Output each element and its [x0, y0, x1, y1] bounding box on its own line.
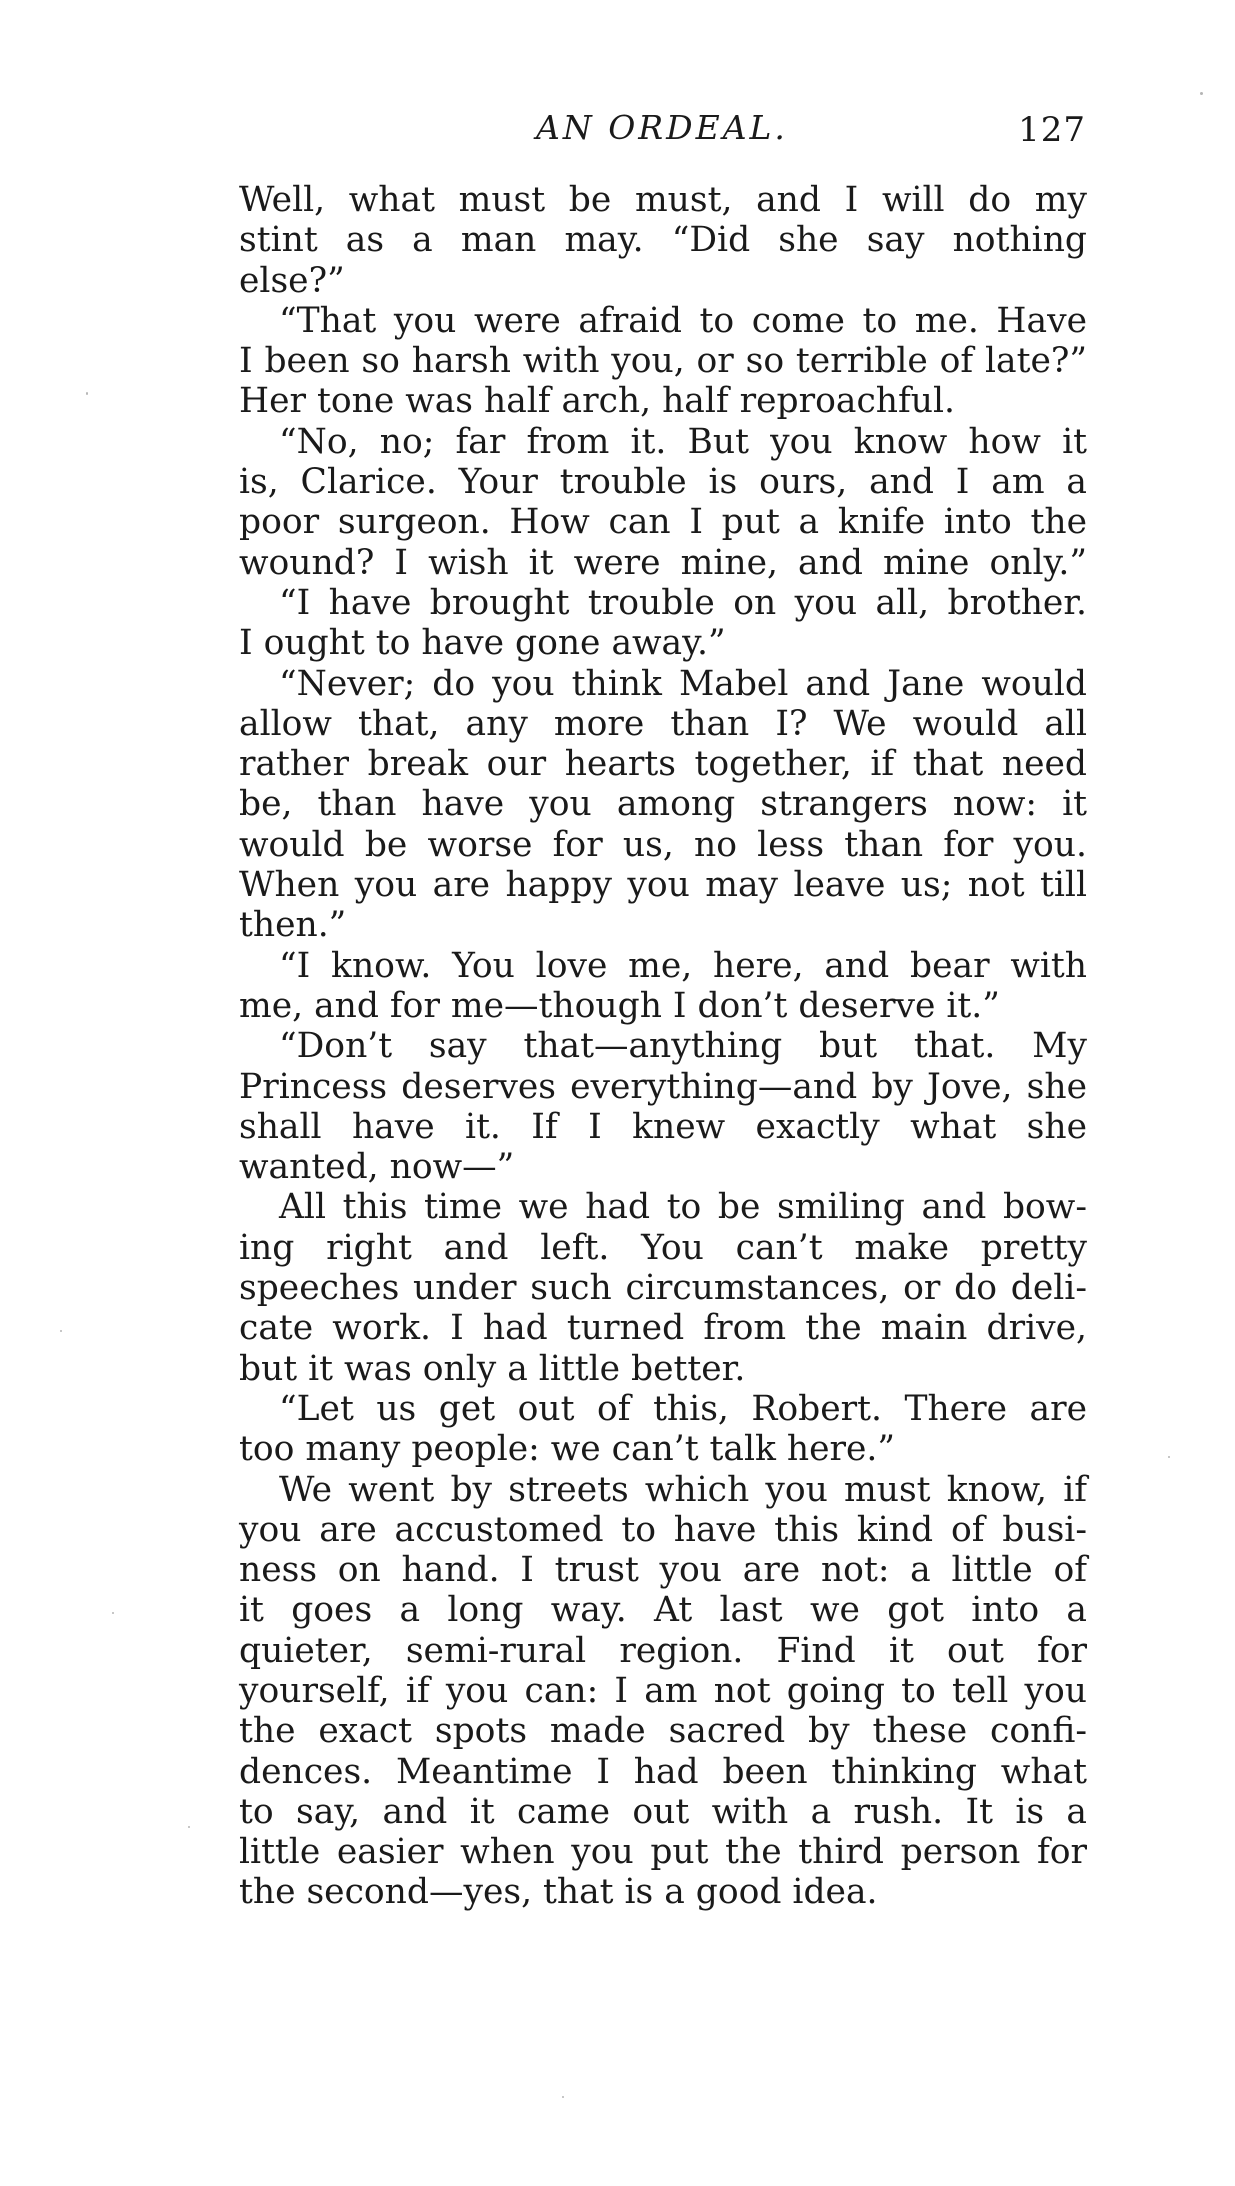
text-line: it goes a long way. At last we got into a — [239, 1590, 1087, 1631]
text-line: you are accustomed to have this kind of busi- — [239, 1509, 1087, 1550]
text-line: rather break our hearts together, if that need — [239, 744, 1087, 785]
running-title: AN ORDEAL. — [536, 108, 788, 147]
text-line: ing right and left. You can’t make pretty — [239, 1227, 1087, 1268]
text-line: wound? I wish it were mine, and mine only.” — [239, 542, 1087, 583]
text-line: cate work. I had turned from the main drive, — [239, 1308, 1087, 1349]
paper-speck — [562, 2096, 564, 2098]
text-line: “That you were afraid to come to me. Have — [279, 300, 1087, 341]
text-line: is, Clarice. Your trouble is ours, and I am a — [239, 462, 1087, 503]
text-line: dences. Meantime I had been thinking what — [239, 1751, 1087, 1792]
text-line: wanted, now—” — [239, 1147, 515, 1188]
text-line: speeches under such circumstances, or do deli- — [239, 1268, 1087, 1309]
text-line: I ought to have gone away.” — [239, 623, 726, 664]
paper-speck — [1200, 92, 1203, 95]
text-line: too many people: we can’t talk here.” — [239, 1429, 896, 1470]
body-text — [239, 180, 1087, 1913]
text-line: I been so harsh with you, or so terrible of late?” — [239, 341, 1087, 382]
text-line: Princess deserves everything—and by Jove, she — [239, 1066, 1087, 1107]
text-line: shall have it. If I knew exactly what she — [239, 1106, 1087, 1147]
text-line: Her tone was half arch, half reproachful. — [239, 381, 955, 422]
text-line: Well, what must be must, and I will do my — [239, 180, 1087, 220]
paper-speck — [1168, 1456, 1170, 1458]
text-line: me, and for me—though I don’t deserve it.” — [239, 985, 1000, 1026]
text-line: ness on hand. I trust you are not: a little of — [239, 1550, 1087, 1591]
text-line: When you are happy you may leave us; not till — [239, 865, 1087, 906]
text-line: “Never; do you think Mabel and Jane would — [279, 663, 1087, 704]
text-line: “I know. You love me, here, and bear with — [279, 945, 1087, 986]
paper-speck — [188, 1826, 190, 1828]
text-line: “Let us get out of this, Robert. There are — [279, 1388, 1087, 1429]
text-line: the second—yes, that is a good idea. — [239, 1872, 878, 1913]
text-line: the exact spots made sacred by these confi- — [239, 1711, 1087, 1752]
text-line: would be worse for us, no less than for you. — [239, 824, 1087, 865]
text-line: All this time we had to be smiling and bow- — [279, 1187, 1087, 1228]
text-line: to say, and it came out with a rush. It is a — [239, 1791, 1087, 1832]
page-number: 127 — [1018, 110, 1086, 150]
text-line: “Don’t say that—anything but that. My — [279, 1026, 1087, 1067]
text-line: yourself, if you can: I am not going to tell you — [239, 1670, 1087, 1711]
text-line: “I have brought trouble on you all, brother. — [279, 582, 1087, 623]
text-line: allow that, any more than I? We would all — [239, 703, 1087, 744]
running-head — [236, 108, 1088, 156]
text-line: then.” — [239, 905, 347, 946]
text-line: stint as a man may. “Did she say nothing — [239, 220, 1087, 261]
text-line: poor surgeon. How can I put a knife into the — [239, 502, 1087, 543]
text-line: quieter, semi-rural region. Find it out for — [239, 1630, 1087, 1671]
text-line: else?” — [239, 260, 345, 301]
text-line: We went by streets which you must know, if — [279, 1469, 1087, 1510]
text-line: be, than have you among strangers now: it — [239, 784, 1087, 825]
text-line: little easier when you put the third person for — [239, 1832, 1087, 1873]
paper-speck — [60, 1330, 62, 1332]
paper-speck — [112, 1612, 114, 1614]
paper-speck — [86, 392, 88, 395]
text-line: “No, no; far from it. But you know how it — [279, 421, 1087, 462]
text-line: but it was only a little better. — [239, 1348, 746, 1389]
